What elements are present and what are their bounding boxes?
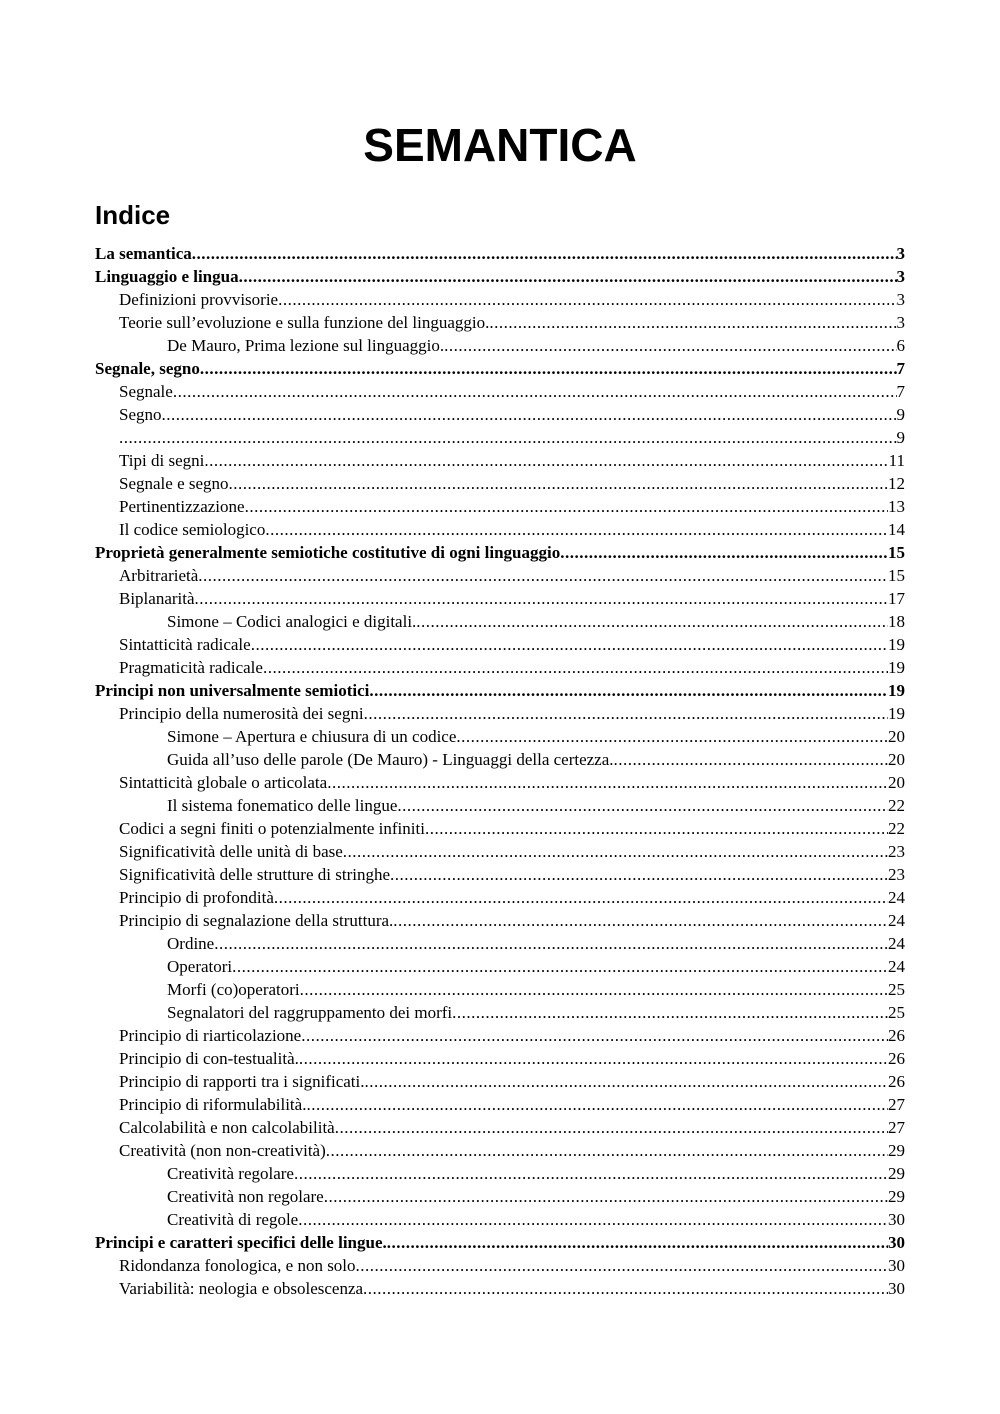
toc-entry-page: 17 xyxy=(888,589,905,608)
toc-entry-title: Principi non universalmente semiotici xyxy=(95,681,370,700)
toc-entry-page: 29 xyxy=(888,1164,905,1183)
toc-dot-leader xyxy=(560,541,888,564)
toc-dot-leader xyxy=(489,311,896,334)
toc-dot-leader xyxy=(390,863,888,886)
table-of-contents xyxy=(95,242,905,1300)
toc-entry[interactable] xyxy=(95,1185,905,1208)
toc-entry-page: 12 xyxy=(888,474,905,493)
toc-entry-title: Arbitrarietà xyxy=(119,566,199,585)
toc-dot-leader xyxy=(343,840,888,863)
toc-entry-title: Principio della numerosità dei segni xyxy=(119,704,364,723)
toc-entry-page: 29 xyxy=(888,1187,905,1206)
toc-entry-page: 24 xyxy=(888,957,905,976)
toc-entry[interactable] xyxy=(95,955,905,978)
toc-dot-leader xyxy=(393,909,888,932)
toc-entry-page: 29 xyxy=(888,1141,905,1160)
toc-dot-leader xyxy=(369,679,888,702)
toc-entry-title: Creatività (non non-creatività) xyxy=(119,1141,326,1160)
toc-entry[interactable] xyxy=(95,541,905,564)
toc-entry-title: Proprietà generalmente semiotiche costitutive di ogni linguaggio xyxy=(95,543,561,562)
toc-entry-page: 30 xyxy=(888,1256,905,1275)
toc-entry-title: Calcolabilità e non calcolabilità xyxy=(119,1118,335,1137)
toc-entry[interactable] xyxy=(95,1139,905,1162)
toc-dot-leader xyxy=(173,380,897,403)
toc-entry[interactable] xyxy=(95,1254,905,1277)
toc-entry-title: Ordine xyxy=(167,934,215,953)
toc-entry[interactable] xyxy=(95,1231,905,1254)
toc-dot-leader xyxy=(365,1070,888,1093)
toc-dot-leader xyxy=(387,1231,888,1254)
toc-entry-title: Pragmaticità radicale xyxy=(119,658,263,677)
toc-entry-title: Segnale, segno xyxy=(95,359,200,378)
toc-entry[interactable] xyxy=(95,1047,905,1070)
toc-entry-page: 30 xyxy=(888,1279,905,1298)
toc-entry-page: 22 xyxy=(888,819,905,838)
toc-entry-title: Principio di riformulabilità. xyxy=(119,1095,307,1114)
toc-dot-leader xyxy=(326,1139,888,1162)
toc-entry[interactable] xyxy=(95,288,905,311)
toc-dot-leader xyxy=(162,403,897,426)
toc-entry[interactable] xyxy=(95,1024,905,1047)
toc-entry-page: 6 xyxy=(896,336,905,355)
toc-entry[interactable] xyxy=(95,978,905,1001)
toc-entry-title: Operatori xyxy=(167,957,233,976)
toc-entry[interactable] xyxy=(95,840,905,863)
toc-entry-title: Morfi (co)operatori xyxy=(167,980,300,999)
toc-dot-leader xyxy=(356,1254,888,1277)
toc-entry[interactable] xyxy=(95,311,905,334)
toc-entry-page: 9 xyxy=(896,405,905,424)
toc-entry-page: 23 xyxy=(888,842,905,861)
toc-entry[interactable] xyxy=(95,1116,905,1139)
toc-entry-title: Teorie sull’evoluzione e sulla funzione del linguaggio. xyxy=(119,313,490,332)
toc-entry-title: Definizioni provvisorie xyxy=(119,290,279,309)
toc-dot-leader xyxy=(456,725,888,748)
toc-entry-title: Principio di profondità xyxy=(119,888,274,907)
toc-entry[interactable] xyxy=(95,1162,905,1185)
toc-dot-leader xyxy=(251,633,888,656)
toc-dot-leader xyxy=(363,1277,888,1300)
toc-dot-leader xyxy=(306,1093,888,1116)
toc-entry-title: Segno xyxy=(119,405,162,424)
toc-dot-leader xyxy=(301,1024,888,1047)
toc-entry-page: 3 xyxy=(896,290,905,309)
toc-entry[interactable] xyxy=(95,656,905,679)
toc-entry-page: 25 xyxy=(888,1003,905,1022)
toc-entry-page: 18 xyxy=(888,612,905,631)
toc-entry[interactable] xyxy=(95,771,905,794)
toc-entry-page: 15 xyxy=(888,566,905,585)
toc-entry[interactable] xyxy=(95,863,905,886)
toc-dot-leader xyxy=(229,472,888,495)
toc-entry-title: Sintatticità globale o articolata xyxy=(119,773,328,792)
toc-entry-page: 20 xyxy=(888,727,905,746)
toc-dot-leader xyxy=(452,1001,888,1024)
toc-entry[interactable] xyxy=(95,426,905,449)
toc-entry-page: 27 xyxy=(888,1118,905,1137)
toc-dot-leader xyxy=(294,1162,888,1185)
toc-entry[interactable] xyxy=(95,357,905,380)
toc-entry-page: 30 xyxy=(888,1210,905,1229)
toc-entry-page: 7 xyxy=(896,359,905,378)
toc-dot-leader xyxy=(204,449,888,472)
toc-entry-page: 24 xyxy=(888,934,905,953)
toc-entry-page: 19 xyxy=(888,658,905,677)
toc-entry-page: 3 xyxy=(896,244,905,263)
toc-entry[interactable] xyxy=(95,380,905,403)
toc-entry-page: 26 xyxy=(888,1072,905,1091)
toc-entry-page: 19 xyxy=(888,681,905,700)
toc-dot-leader xyxy=(444,334,896,357)
toc-dot-leader xyxy=(265,518,888,541)
toc-dot-leader xyxy=(274,886,888,909)
toc-entry-title: Segnale xyxy=(119,382,173,401)
toc-entry-title: Biplanarità xyxy=(119,589,195,608)
toc-dot-leader xyxy=(245,495,888,518)
toc-entry-page: 9 xyxy=(896,428,905,447)
toc-entry-title: Creatività regolare xyxy=(167,1164,294,1183)
toc-entry-page: 26 xyxy=(888,1049,905,1068)
toc-entry-page: 25 xyxy=(888,980,905,999)
toc-dot-leader xyxy=(335,1116,888,1139)
toc-entry-title: Linguaggio e lingua xyxy=(95,267,239,286)
toc-entry-title: Principio di riarticolazione xyxy=(119,1026,302,1045)
toc-entry-title: Principio di con-testualità. xyxy=(119,1049,299,1068)
toc-entry-title: Principi e caratteri specifici delle lingue. xyxy=(95,1233,387,1252)
toc-dot-leader xyxy=(214,932,888,955)
toc-entry[interactable] xyxy=(95,403,905,426)
toc-entry-page: 19 xyxy=(888,635,905,654)
toc-dot-leader xyxy=(200,357,897,380)
toc-dot-leader xyxy=(232,955,888,978)
toc-entry-page: 19 xyxy=(888,704,905,723)
toc-entry-title: Variabilità: neologia e obsolescenza xyxy=(119,1279,364,1298)
toc-entry[interactable] xyxy=(95,633,905,656)
toc-entry[interactable] xyxy=(95,1277,905,1300)
toc-entry[interactable] xyxy=(95,1001,905,1024)
toc-entry[interactable] xyxy=(95,886,905,909)
toc-entry-page: 11 xyxy=(888,451,905,470)
toc-entry[interactable] xyxy=(95,932,905,955)
toc-entry[interactable] xyxy=(95,472,905,495)
toc-entry[interactable] xyxy=(95,518,905,541)
toc-entry[interactable] xyxy=(95,909,905,932)
toc-dot-leader xyxy=(119,426,897,449)
toc-entry-title: La semantica xyxy=(95,244,192,263)
toc-entry-title: De Mauro, Prima lezione sul linguaggio. xyxy=(167,336,445,355)
toc-entry[interactable] xyxy=(95,1093,905,1116)
toc-entry-title: Il sistema fonematico delle lingue xyxy=(167,796,398,815)
toc-entry[interactable] xyxy=(95,725,905,748)
toc-dot-leader xyxy=(324,1185,888,1208)
toc-entry[interactable] xyxy=(95,449,905,472)
toc-dot-leader xyxy=(364,702,888,725)
toc-entry[interactable] xyxy=(95,564,905,587)
toc-entry-title: Ridondanza fonologica, e non solo xyxy=(119,1256,356,1275)
toc-entry-title: Segnale e segno xyxy=(119,474,229,493)
toc-dot-leader xyxy=(198,564,888,587)
toc-entry[interactable] xyxy=(95,817,905,840)
toc-entry-title: Creatività non regolare xyxy=(167,1187,324,1206)
toc-entry-title: Sintatticità radicale xyxy=(119,635,251,654)
toc-entry-title: Simone – Apertura e chiusura di un codice xyxy=(167,727,457,746)
toc-entry-title: Significatività delle strutture di stringhe xyxy=(119,865,390,884)
toc-entry-page: 23 xyxy=(888,865,905,884)
toc-entry-page: 22 xyxy=(888,796,905,815)
toc-dot-leader xyxy=(416,610,888,633)
toc-entry-title: Tipi di segni xyxy=(119,451,205,470)
toc-entry[interactable] xyxy=(95,794,905,817)
toc-entry-title: Codici a segni finiti o potenzialmente infiniti xyxy=(119,819,425,838)
toc-entry[interactable] xyxy=(95,1208,905,1231)
toc-dot-leader xyxy=(327,771,888,794)
toc-dot-leader xyxy=(195,587,888,610)
toc-entry[interactable] xyxy=(95,610,905,633)
toc-entry[interactable] xyxy=(95,587,905,610)
toc-entry-page: 26 xyxy=(888,1026,905,1045)
toc-entry-title: Simone – Codici analogici e digitali. xyxy=(167,612,417,631)
toc-entry[interactable] xyxy=(95,1070,905,1093)
page-title: SEMANTICA xyxy=(363,119,637,171)
toc-entry-title: Pertinentizzazione xyxy=(119,497,245,516)
toc-dot-leader xyxy=(298,1208,888,1231)
toc-dot-leader xyxy=(299,1047,888,1070)
toc-entry-page: 24 xyxy=(888,911,905,930)
toc-entry-page: 3 xyxy=(896,267,905,286)
toc-entry-title: Il codice semiologico xyxy=(119,520,266,539)
toc-dot-leader xyxy=(239,265,897,288)
toc-entry-page: 30 xyxy=(888,1233,905,1252)
toc-entry-title: Creatività di regole xyxy=(167,1210,299,1229)
toc-entry[interactable] xyxy=(95,334,905,357)
toc-entry-title: Segnalatori del raggruppamento dei morfi xyxy=(167,1003,453,1022)
toc-entry[interactable] xyxy=(95,748,905,771)
toc-entry[interactable] xyxy=(95,702,905,725)
toc-entry-page: 24 xyxy=(888,888,905,907)
toc-entry-title: Guida all’uso delle parole (De Mauro) - Linguaggi della certezza. xyxy=(167,750,614,769)
toc-entry[interactable] xyxy=(95,242,905,265)
toc-dot-leader xyxy=(397,794,888,817)
toc-entry[interactable] xyxy=(95,265,905,288)
toc-dot-leader xyxy=(278,288,896,311)
toc-entry-page: 3 xyxy=(896,313,905,332)
toc-entry-page: 15 xyxy=(888,543,905,562)
toc-entry-page: 27 xyxy=(888,1095,905,1114)
toc-entry-page: 7 xyxy=(896,382,905,401)
toc-entry[interactable] xyxy=(95,679,905,702)
toc-entry-page: 14 xyxy=(888,520,905,539)
toc-entry[interactable] xyxy=(95,495,905,518)
toc-dot-leader xyxy=(614,748,888,771)
toc-entry-title: Principio di segnalazione della struttura. xyxy=(119,911,394,930)
toc-entry-page: 20 xyxy=(888,750,905,769)
toc-dot-leader xyxy=(192,242,897,265)
toc-dot-leader xyxy=(300,978,888,1001)
index-heading: Indice xyxy=(95,200,171,230)
toc-entry-title: Principio di rapporti tra i significati. xyxy=(119,1072,365,1091)
toc-entry-page: 20 xyxy=(888,773,905,792)
toc-entry-page: 13 xyxy=(888,497,905,516)
toc-entry-title: Significatività delle unità di base xyxy=(119,842,343,861)
toc-dot-leader xyxy=(263,656,888,679)
toc-dot-leader xyxy=(425,817,888,840)
